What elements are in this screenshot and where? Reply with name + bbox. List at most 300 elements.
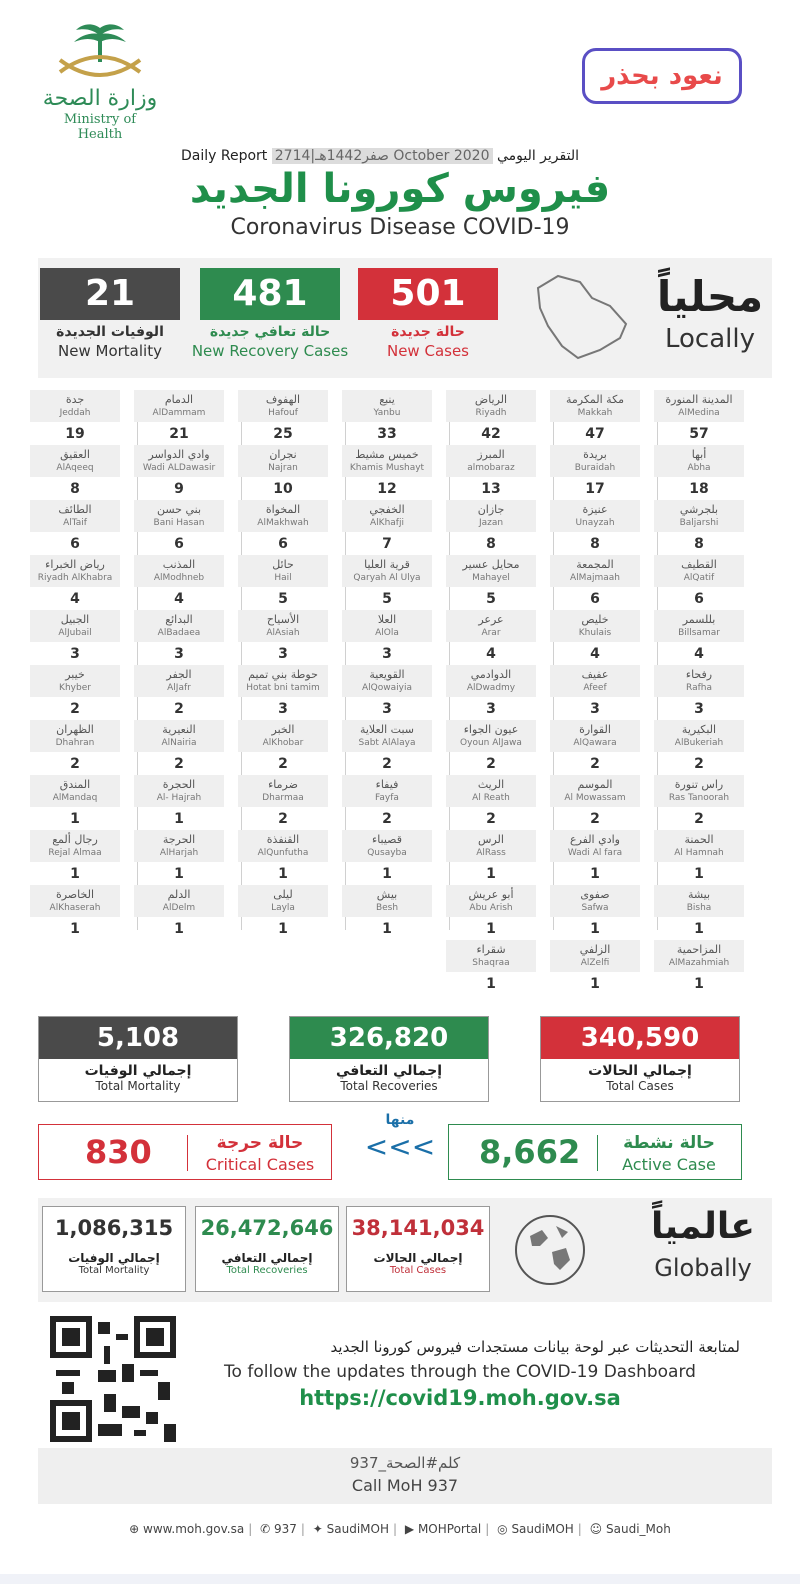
city-name-en: AlRass [476, 848, 506, 858]
dashboard-text-en: To follow the updates through the COVID-19 Dashboard [224, 1362, 696, 1382]
city-label [342, 555, 432, 587]
city-name-en: Fayfa [375, 793, 399, 803]
city-name-ar: رفحاء [685, 668, 713, 681]
city-label [550, 720, 640, 752]
city-case-count: 9 [174, 481, 184, 497]
city-label [550, 775, 640, 807]
city-cell [446, 720, 536, 776]
city-name-en: AlAsiah [266, 628, 300, 638]
global-mortality-en: Total Mortality [78, 1265, 150, 1276]
city-case-count: 1 [174, 866, 184, 882]
city-case-count: 2 [174, 701, 184, 717]
city-name-en: Qusayba [367, 848, 407, 858]
locally-label-en: Locally [665, 324, 755, 354]
city-name-en: AlDwadmy [466, 683, 516, 693]
city-cell [550, 940, 640, 996]
city-name-en: Riyadh [475, 408, 507, 418]
city-case-count: 3 [590, 701, 600, 717]
city-cell [342, 445, 432, 501]
critical-cases-en: Critical Cases [205, 1155, 315, 1174]
city-case-count: 4 [174, 591, 184, 607]
city-label [446, 775, 536, 807]
global-cases-en: Total Cases [389, 1265, 447, 1276]
city-cell [550, 390, 640, 446]
city-name-en: AlOla [375, 628, 399, 638]
city-name-ar: بللسمر [682, 613, 716, 626]
city-cell [342, 830, 432, 886]
city-cell [238, 610, 328, 666]
city-name-en: AlDelm [162, 903, 196, 913]
city-case-count: 1 [694, 921, 704, 937]
city-label [238, 390, 328, 422]
city-cell [446, 390, 536, 446]
city-label [30, 610, 120, 642]
city-name-en: AlQowaiyia [362, 683, 412, 693]
city-name-ar: خيبر [65, 668, 85, 681]
city-name-ar: المبرز [477, 448, 505, 461]
city-cell [30, 830, 120, 886]
city-label [446, 500, 536, 532]
city-case-count: 2 [278, 811, 288, 827]
city-name-en: Najran [268, 463, 298, 473]
globally-label-ar: عالمياً [651, 1206, 755, 1247]
city-cell [134, 720, 224, 776]
web-icon: ⊕ [129, 1522, 140, 1536]
new-recoveries-value: 481 [200, 268, 340, 320]
city-case-count: 4 [486, 646, 496, 662]
critical-cases-ar: حالة حرجة [216, 1133, 304, 1153]
city-cell [238, 555, 328, 611]
city-label [30, 665, 120, 697]
active-cases-ar: حالة نشطة [623, 1133, 715, 1153]
city-name-en: Oyoun AlJawa [460, 738, 522, 748]
city-label [550, 445, 640, 477]
city-name-ar: المدينة المنورة [665, 393, 733, 406]
city-label [446, 665, 536, 697]
city-name-ar: الدمام [164, 393, 194, 406]
city-name-ar: المندق [59, 778, 91, 791]
city-case-count: 1 [174, 921, 184, 937]
city-label [654, 610, 744, 642]
new-recoveries-en: New Recovery Cases [191, 342, 349, 360]
city-cell [550, 720, 640, 776]
city-label [550, 885, 640, 917]
city-cell [134, 665, 224, 721]
city-name-en: AlNairia [161, 738, 197, 748]
city-cell [654, 665, 744, 721]
city-cell [342, 555, 432, 611]
city-label [238, 500, 328, 532]
instagram-link[interactable]: SaudiMOH [511, 1522, 574, 1536]
city-cell [654, 555, 744, 611]
city-name-en: AlQunfutha [257, 848, 309, 858]
city-cell [30, 665, 120, 721]
city-cell [654, 720, 744, 776]
city-cell [550, 830, 640, 886]
city-name-en: Riyadh AlKhabra [37, 573, 113, 583]
city-case-count: 2 [694, 756, 704, 772]
city-cell [654, 445, 744, 501]
city-case-count: 5 [278, 591, 288, 607]
city-name-en: Wadi ALDawasir [142, 463, 216, 473]
new-mortality-value: 21 [40, 268, 180, 320]
qr-code-icon[interactable] [50, 1316, 176, 1442]
city-cell [238, 775, 328, 831]
city-name-en: AlQawara [573, 738, 617, 748]
city-name-ar: عنيزة [582, 503, 608, 516]
city-cell [30, 445, 120, 501]
city-cell [654, 775, 744, 831]
city-case-count: 25 [273, 426, 293, 442]
city-name-ar: قصيباء [372, 833, 402, 846]
city-label [654, 720, 744, 752]
city-label [30, 720, 120, 752]
footer-links: ⊕ www.moh.gov.sa | ✆ 937 | ✦ SaudiMOH | ▶ MOHPortal | ◎ SaudiMOH | ☺ Saudi_Moh [129, 1522, 671, 1536]
city-name-ar: النعيرية [162, 723, 196, 736]
youtube-link[interactable]: MOHPortal [417, 1522, 482, 1536]
city-name-ar: الرس [478, 833, 504, 846]
city-case-count: 47 [585, 426, 605, 442]
city-case-count: 1 [174, 811, 184, 827]
city-name-en: AlHarjah [159, 848, 199, 858]
city-case-count: 4 [694, 646, 704, 662]
city-label [446, 940, 536, 972]
city-name-en: AlAqeeq [56, 463, 94, 473]
city-cell [134, 555, 224, 611]
city-cell [654, 940, 744, 996]
city-name-en: AlBukeriah [674, 738, 724, 748]
total-cases-card [540, 1016, 740, 1102]
city-name-en: Jeddah [59, 408, 91, 418]
call-panel [38, 1448, 772, 1504]
city-name-ar: محايل عسير [462, 558, 520, 571]
global-mortality-value: 1,086,315 [54, 1216, 174, 1240]
city-name-ar: عيون الجواء [463, 723, 519, 736]
city-case-count: 2 [694, 811, 704, 827]
global-mortality-card [42, 1206, 186, 1292]
city-label [654, 665, 744, 697]
city-cell [342, 610, 432, 666]
city-cell [134, 445, 224, 501]
city-name-ar: الجفر [166, 668, 192, 681]
city-label [238, 720, 328, 752]
city-name-en: AlModhneb [153, 573, 205, 583]
snapchat-link[interactable]: Saudi_Moh [606, 1522, 671, 1536]
city-case-count: 3 [486, 701, 496, 717]
city-name-en: AlKhafji [370, 518, 404, 528]
city-name-en: Qaryah Al Ulya [353, 573, 421, 583]
global-recoveries-card [195, 1206, 339, 1292]
city-name-en: Arar [481, 628, 501, 638]
total-cases-en: Total Cases [606, 1079, 674, 1093]
city-cell [446, 940, 536, 996]
phone-number[interactable]: 937 [273, 1522, 297, 1536]
city-case-count: 10 [273, 481, 293, 497]
city-name-ar: بيش [376, 888, 398, 901]
active-cases-en: Active Case [622, 1155, 716, 1174]
city-name-en: Dhahran [55, 738, 95, 748]
pill-divider [597, 1135, 598, 1171]
city-name-en: Hafouf [268, 408, 298, 418]
city-name-ar: المزاحمية [676, 943, 722, 956]
twitter-icon: ✦ [312, 1522, 323, 1536]
city-name-ar: الموسم [577, 778, 613, 791]
city-name-ar: بلجرشي [679, 503, 719, 516]
city-case-count: 1 [486, 866, 496, 882]
city-case-count: 8 [694, 536, 704, 552]
city-case-count: 6 [278, 536, 288, 552]
city-name-en: AlBadaea [157, 628, 201, 638]
city-case-count: 2 [486, 811, 496, 827]
report-label-ar: التقرير اليومي [496, 148, 579, 164]
campaign-logo [582, 48, 742, 104]
city-label [134, 830, 224, 862]
city-name-en: Baljarshi [679, 518, 719, 528]
total-cases-value: 340,590 [541, 1017, 739, 1059]
global-cases-value: 38,141,034 [351, 1216, 485, 1240]
city-case-count: 8 [486, 536, 496, 552]
city-case-count: 5 [382, 591, 392, 607]
city-label [342, 885, 432, 917]
city-name-ar: قرية العليا [364, 558, 410, 571]
city-name-ar: الجبيل [60, 613, 90, 626]
city-case-count: 42 [481, 426, 501, 442]
city-name-en: Hail [274, 573, 292, 583]
moh-logo [30, 20, 170, 142]
city-label [550, 940, 640, 972]
city-name-en: AlKhobar [262, 738, 304, 748]
city-label [550, 830, 640, 862]
city-case-count: 2 [278, 756, 288, 772]
city-case-count: 1 [694, 866, 704, 882]
global-panel [38, 1198, 772, 1302]
locally-label-ar: محلياً [656, 272, 764, 321]
city-cell [342, 500, 432, 556]
city-name-ar: المخواة [265, 503, 301, 516]
city-label [446, 830, 536, 862]
city-name-ar: الحرجة [162, 833, 196, 846]
global-mortality-ar: إجمالي الوفيات [68, 1251, 160, 1265]
city-cell [238, 445, 328, 501]
city-name-en: AlDammam [152, 408, 206, 418]
city-label [30, 830, 120, 862]
city-label [654, 775, 744, 807]
city-cell [342, 720, 432, 776]
youtube-icon: ▶ [404, 1522, 415, 1536]
snapchat-icon: ☺ [589, 1522, 603, 1536]
city-label [134, 445, 224, 477]
city-cell [30, 720, 120, 776]
city-label [30, 390, 120, 422]
city-name-ar: سبت العلاية [359, 723, 415, 736]
city-name-ar: فيفاء [375, 778, 399, 791]
city-name-ar: عفيف [581, 668, 609, 681]
city-case-count: 1 [590, 976, 600, 992]
city-label [238, 665, 328, 697]
city-label [238, 610, 328, 642]
city-name-ar: راس تنورة [674, 778, 724, 791]
city-name-en: AlMedina [678, 408, 720, 418]
city-name-en: Al Hamnah [674, 848, 724, 858]
city-cell [550, 610, 640, 666]
city-name-en: Yanbu [373, 408, 401, 418]
city-case-count: 3 [278, 701, 288, 717]
critical-cases-value: 830 [85, 1133, 152, 1171]
city-label [446, 390, 536, 422]
city-case-count: 3 [694, 701, 704, 717]
city-cell [654, 885, 744, 941]
city-name-en: Mahayel [472, 573, 510, 583]
city-cell [550, 775, 640, 831]
city-label [342, 610, 432, 642]
city-case-count: 4 [70, 591, 80, 607]
city-label [134, 665, 224, 697]
city-name-en: AlMazahmiah [668, 958, 730, 968]
moh-name-en: Ministry of Health [63, 112, 137, 142]
city-cell [238, 720, 328, 776]
call-text-en: Call MoH 937 [351, 1476, 459, 1495]
total-mortality-en: Total Mortality [95, 1079, 181, 1093]
city-case-count: 13 [481, 481, 501, 497]
city-cell [238, 665, 328, 721]
instagram-icon: ◎ [497, 1522, 508, 1536]
active-cases-value: 8,662 [479, 1133, 581, 1171]
city-name-ar: البكيرية [681, 723, 717, 736]
city-label [238, 775, 328, 807]
phone-icon: ✆ [260, 1522, 271, 1536]
city-name-en: Khyber [59, 683, 91, 693]
city-case-count: 2 [70, 701, 80, 717]
city-cell [654, 500, 744, 556]
report-date: 27صفر1442هـ|14 October 2020 [272, 148, 493, 164]
city-cell [654, 390, 744, 446]
city-case-count: 2 [382, 811, 392, 827]
city-cell [134, 775, 224, 831]
city-cell [446, 775, 536, 831]
city-name-en: AlZelfi [580, 958, 610, 968]
city-label [446, 720, 536, 752]
city-name-en: Hotat bni tamim [246, 683, 320, 693]
city-cell [30, 610, 120, 666]
total-recoveries-en: Total Recoveries [340, 1079, 438, 1093]
city-name-en: Khulais [578, 628, 612, 638]
city-label [134, 610, 224, 642]
city-case-count: 2 [590, 811, 600, 827]
city-case-count: 1 [694, 976, 704, 992]
city-case-count: 2 [70, 756, 80, 772]
city-cell [134, 885, 224, 941]
city-label [30, 555, 120, 587]
city-name-ar: رياض الخبراء [45, 558, 105, 571]
city-case-count: 6 [174, 536, 184, 552]
city-name-ar: أبو عريش [468, 888, 514, 901]
city-name-en: Besh [375, 903, 399, 913]
city-name-ar: المجمعة [576, 558, 614, 571]
page-title-ar: فيروس كورونا الجديد [189, 166, 611, 212]
city-label [238, 445, 328, 477]
city-name-en: Shaqraa [472, 958, 510, 968]
city-name-ar: الدلم [167, 888, 191, 901]
city-cell [134, 610, 224, 666]
city-name-ar: بني حسن [156, 503, 202, 516]
city-name-ar: ينبع [379, 393, 395, 406]
city-cell [30, 555, 120, 611]
city-grid [30, 390, 770, 990]
website-link[interactable]: www.moh.gov.sa [143, 1522, 245, 1536]
city-cell [342, 775, 432, 831]
city-case-count: 8 [590, 536, 600, 552]
twitter-link[interactable]: SaudiMOH [326, 1522, 389, 1536]
new-cases-en: New Cases [386, 342, 469, 360]
city-cell [654, 830, 744, 886]
city-name-ar: بريدة [583, 448, 607, 461]
total-recoveries-ar: إجمالي التعافي [335, 1063, 443, 1079]
city-case-count: 1 [590, 921, 600, 937]
city-name-ar: القطيف [681, 558, 717, 571]
city-label [550, 555, 640, 587]
city-name-ar: أبها [691, 448, 707, 461]
city-cell [30, 500, 120, 556]
city-label [342, 445, 432, 477]
city-label [342, 665, 432, 697]
city-label [654, 940, 744, 972]
city-cell [446, 830, 536, 886]
city-label [342, 500, 432, 532]
city-name-ar: رجال ألمع [52, 833, 98, 846]
call-text-ar: كلم#الصحة_937 [349, 1454, 461, 1472]
city-name-ar: ضرماء [268, 778, 298, 791]
total-mortality-ar: إجمالي الوفيات [84, 1063, 192, 1079]
total-cases-ar: إجمالي الحالات [588, 1063, 692, 1079]
dashboard-link[interactable]: https://covid19.moh.gov.sa [299, 1386, 621, 1410]
city-label [30, 445, 120, 477]
moh-name-ar: وزارة الصحة [42, 86, 158, 111]
global-cases-card [346, 1206, 490, 1292]
city-case-count: 1 [70, 921, 80, 937]
city-label [342, 720, 432, 752]
city-name-ar: صفوى [580, 888, 610, 901]
critical-cases-pill [38, 1124, 332, 1180]
city-label [446, 555, 536, 587]
city-case-count: 17 [585, 481, 605, 497]
arrows-icon: <<< [364, 1130, 436, 1163]
city-name-ar: الهفوف [265, 393, 301, 406]
city-name-ar: القويعية [369, 668, 405, 681]
city-label [134, 390, 224, 422]
city-name-en: AlJafr [167, 683, 191, 693]
city-label [654, 445, 744, 477]
city-label [134, 775, 224, 807]
city-cell [550, 555, 640, 611]
global-recoveries-en: Total Recoveries [226, 1265, 308, 1276]
city-case-count: 1 [278, 866, 288, 882]
city-name-en: AlKhaserah [49, 903, 101, 913]
city-name-ar: الظهران [56, 723, 94, 736]
city-label [342, 775, 432, 807]
city-name-ar: جازان [477, 503, 505, 516]
city-cell [134, 390, 224, 446]
city-name-en: Rafha [686, 683, 712, 693]
city-case-count: 33 [377, 426, 397, 442]
city-case-count: 1 [382, 921, 392, 937]
city-case-count: 3 [70, 646, 80, 662]
city-label [134, 555, 224, 587]
city-cell [550, 445, 640, 501]
city-cell [446, 445, 536, 501]
city-name-ar: العلا [377, 613, 397, 626]
city-name-ar: شقراء [476, 943, 506, 956]
city-case-count: 21 [169, 426, 189, 442]
